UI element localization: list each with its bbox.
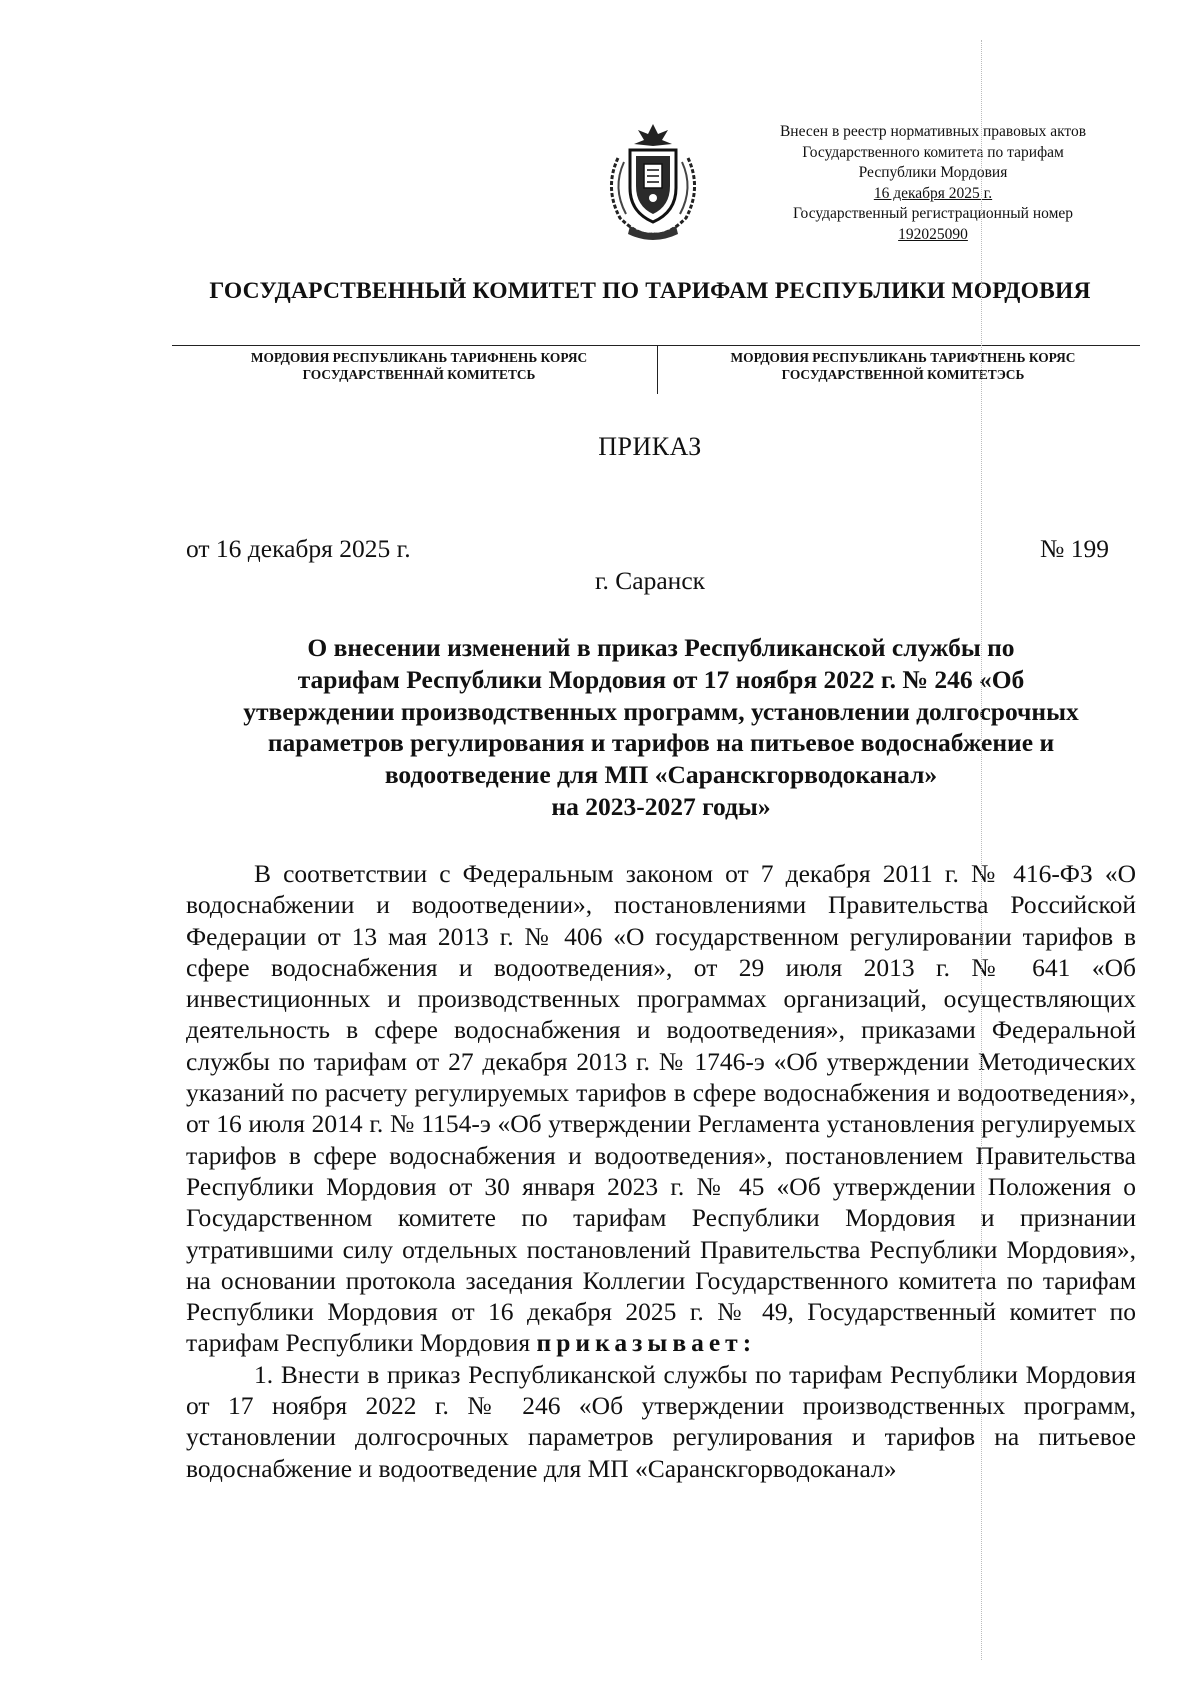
registry-line-1: Внесен в реестр нормативных правовых актов — [779, 123, 1087, 140]
order-body — [186, 858, 1136, 1484]
subject-line: на 2023-2027 годы» — [551, 791, 771, 821]
registry-line-3: Республики Мордовия — [858, 164, 1008, 181]
moksha-right-line-1: МОРДОВИЯ РЕСПУБЛИКАНЬ ТАРИФТНЕНЬ КОРЯС — [730, 350, 1076, 365]
moksha-left-line-2: ГОСУДАРСТВЕННАЙ КОМИТЕТСЬ — [302, 367, 536, 382]
body-paragraph-1 — [186, 858, 1136, 1359]
registry-line-2: Государственного комитета по тарифам — [802, 143, 1064, 161]
header-divider — [172, 345, 1140, 346]
subject-line: параметров регулирования и тарифов на питьевое водоснабжение и — [267, 728, 1055, 758]
order-directive: приказывает: — [536, 1328, 757, 1358]
organization-name-moksha-right — [668, 349, 1138, 383]
body-paragraph-2: 1. Внести в приказ Республиканской службы по тарифам Республики Мордовия от 17 ноября 2022 г. № 246 «Об утверждении производственных программ, установлении долгосрочных параметров регулирования и тарифов на питьевое водоснабжение и водоотведение для МП «Саранскгорводоканал» — [186, 1359, 1136, 1483]
order-title: ПРИКАЗ — [598, 432, 702, 461]
registry-note — [748, 122, 1118, 245]
registry-date: 16 декабря 2025 г. — [873, 184, 993, 202]
order-city: г. Саранск — [594, 566, 706, 595]
organization-title: ГОСУДАРСТВЕННЫЙ КОМИТЕТ ПО ТАРИФАМ РЕСПУБЛИКИ МОРДОВИЯ — [209, 278, 1091, 304]
subject-line: водоотведение для МП «Саранскгорводоканал» — [384, 760, 938, 790]
order-date: от 16 декабря 2025 г. — [186, 534, 411, 563]
registry-line-4: Государственный регистрационный номер — [792, 205, 1074, 222]
scan-fold-mark — [981, 40, 982, 1660]
registry-number: 192025090 — [898, 225, 968, 243]
organization-name-moksha-left — [184, 349, 654, 383]
subject-line: утверждении производственных программ, установлении долгосрочных — [243, 696, 1079, 726]
moksha-left-line-1: МОРДОВИЯ РЕСПУБЛИКАНЬ ТАРИФНЕНЬ КОРЯС — [250, 350, 588, 365]
subject-line: О внесении изменений в приказ Республиканской службы по — [307, 633, 1015, 662]
subject-line: тарифам Республики Мордовия от 17 ноября 2022 г. № 246 «Об — [297, 664, 1025, 694]
order-subject — [186, 632, 1136, 823]
order-number: № 199 — [1040, 534, 1109, 563]
moksha-right-line-2: ГОСУДАРСТВЕННОЙ КОМИТЕТЭСЬ — [781, 367, 1025, 382]
preamble-text: В соответствии с Федеральным законом от 7 декабря 2011 г. № 416-ФЗ «О водоснабжении и водоотведении», постановлениями Правительства Российской Федерации от 13 мая 2013 г. № 406 «О государственном регулировании тарифов в сфере водоснабжения и водоотведения», от 29 июля 2013 г. № 641 «Об инвестиционных и производственных программах организаций, осуществляющих деятельность в сфере водоснабжения и водоотведения», приказами Федеральной службы по тарифам от 27 декабря 2013 г. № 1746-э «Об утверждении Методических указаний по расчету регулируемых тарифов в сфере водоснабжения и водоотведения», от 16 июля 2014 г. № 1154-э «Об утверждении Регламента установления регулируемых тарифов в сфере водоснабжения и водоотведения», постановлением Правительства Республики Мордовия от 30 января 2023 г. № 45 «Об утверждении Положения о Государственном комитете по тарифам Республики Мордовия и признании утратившими силу отдельных постановлений Правительства Республики Мордовия», на основании протокола заседания Коллегии Государственного комитета по тарифам Республики Мордовия от 16 декабря 2025 г. № 49, Государственный комитет по тарифам Республики Мордовия — [186, 859, 1136, 1358]
coat-of-arms-emblem — [598, 118, 708, 242]
header-vertical-divider — [657, 346, 658, 394]
